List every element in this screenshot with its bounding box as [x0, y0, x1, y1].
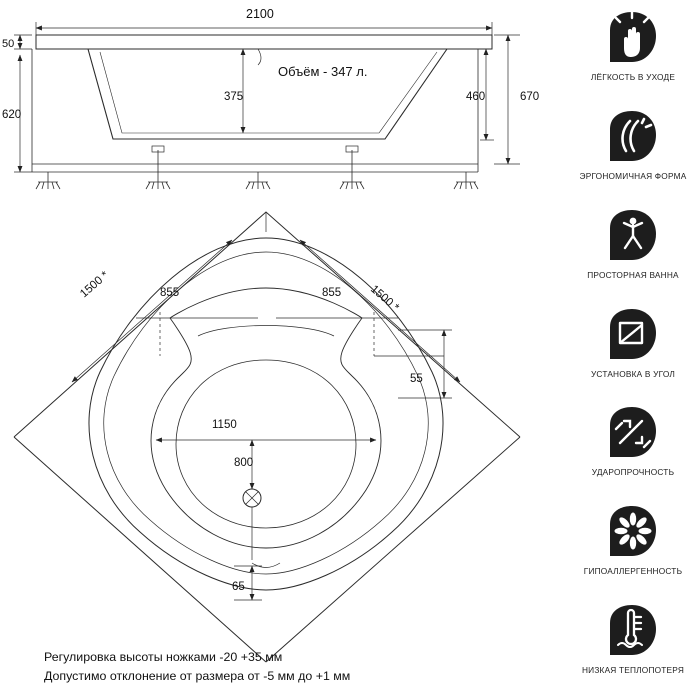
feature-item	[566, 107, 700, 206]
feature-item	[566, 305, 700, 404]
feature-label: УСТАНОВКА В УГОЛ	[590, 368, 676, 379]
dim-left-stack	[14, 35, 32, 172]
dim-text-855-left: 855	[160, 287, 180, 299]
dim-text-375: 375	[224, 91, 244, 103]
dim-text-800: 800	[234, 457, 254, 469]
feature-label: УДАРОПРОЧНОСТЬ	[591, 467, 675, 478]
thermometer-water-icon	[602, 601, 664, 663]
volume-label: Объём - 347 л.	[278, 64, 368, 79]
dim-top-width	[36, 22, 492, 36]
dim-text-855-right: 855	[322, 287, 342, 299]
dim-text-1500-left: 1500 *	[78, 269, 112, 301]
flower-hypoallergenic-icon	[602, 502, 664, 564]
dim-text-1150: 1150	[212, 419, 237, 431]
dim-text-50: 50	[2, 38, 15, 50]
dim-text-1500-right: 1500 *	[368, 283, 402, 315]
hand-touch-icon	[602, 8, 664, 70]
feature-label: ПРОСТОРНАЯ ВАННА	[587, 269, 679, 280]
dim-text-55: 55	[410, 373, 423, 385]
feature-label: ЛЁГКОСТЬ В УХОДЕ	[590, 72, 676, 82]
feature-item	[566, 206, 700, 305]
feature-label: НИЗКАЯ ТЕПЛОПОТЕРЯ	[581, 665, 685, 676]
dim-text-65: 65	[232, 581, 245, 593]
impact-resistance-icon	[602, 403, 664, 465]
feature-item	[566, 403, 700, 502]
feature-list	[566, 0, 700, 700]
note-line-2: Допустимо отклонение от размера от -5 мм до +1 мм	[44, 668, 351, 683]
feature-item	[566, 8, 700, 107]
dim-text-620: 620	[2, 109, 22, 121]
feature-label: ГИПОАЛЛЕРГЕННОСТЬ	[583, 566, 683, 577]
dim-right-stack	[480, 35, 520, 164]
notes-block	[44, 648, 514, 686]
feature-item	[566, 601, 700, 700]
person-in-bath-icon	[602, 206, 664, 268]
bath-legs	[36, 146, 478, 189]
corner-install-icon	[602, 305, 664, 367]
dim-text-460: 460	[466, 91, 486, 103]
feature-label: ЭРГОНОМИЧНАЯ ФОРМА	[579, 170, 687, 181]
note-line-1: Регулировка высоты ножками -20 +35 мм	[44, 649, 283, 664]
dim-text-2100: 2100	[246, 7, 274, 21]
dim-855-right	[276, 312, 398, 356]
ergonomic-back-icon	[602, 107, 664, 169]
dim-855-left	[136, 312, 258, 356]
dim-text-670: 670	[520, 91, 540, 103]
feature-item	[566, 502, 700, 601]
